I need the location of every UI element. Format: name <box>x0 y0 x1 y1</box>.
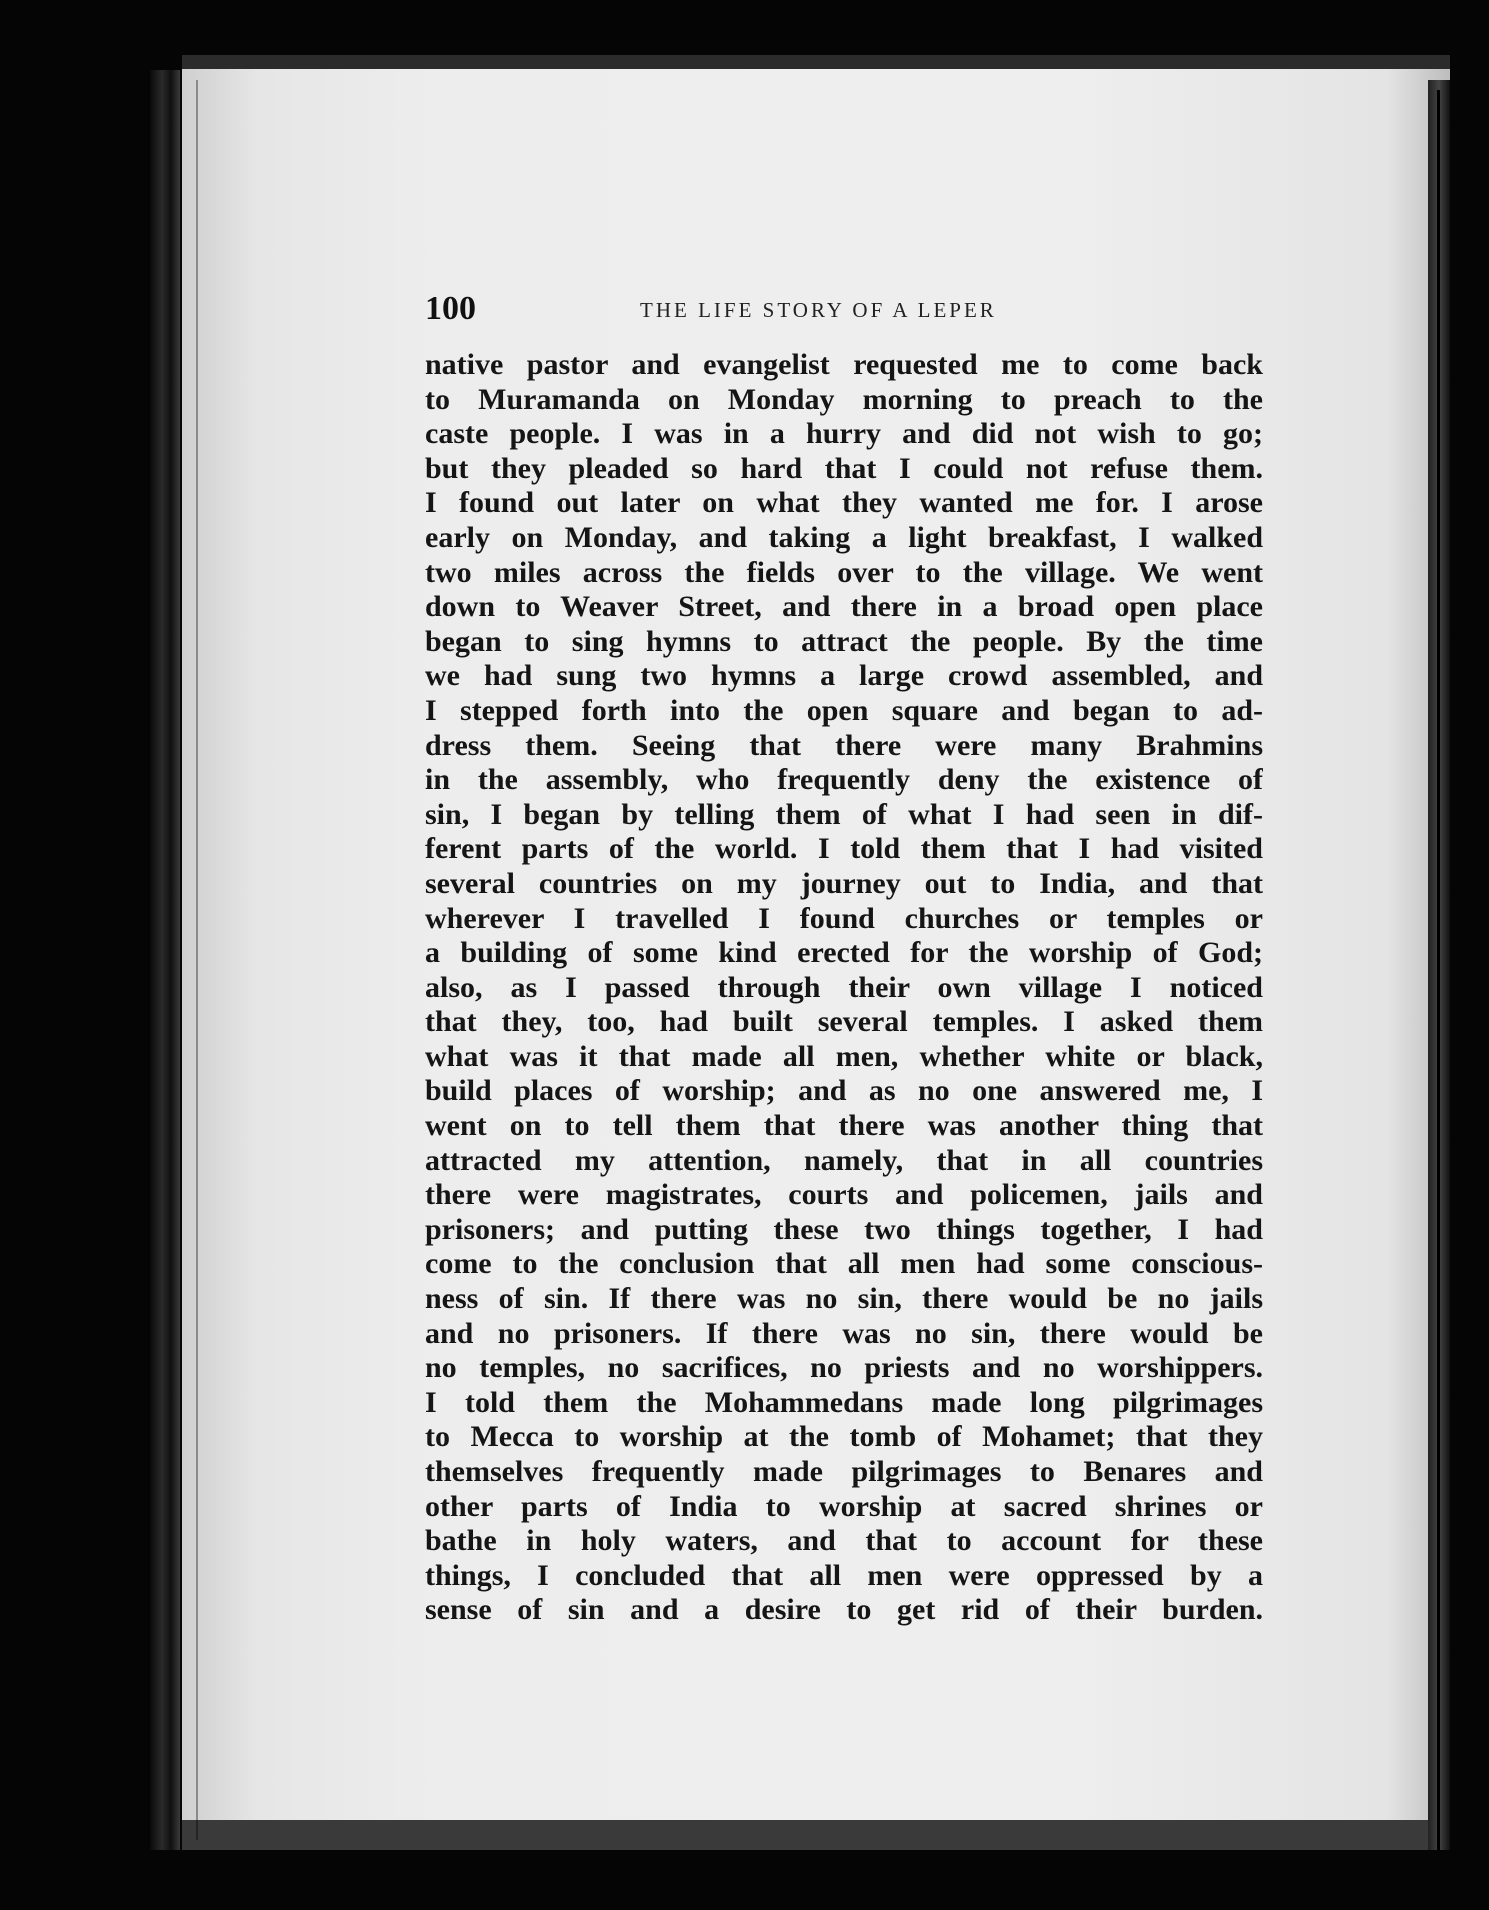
text-line: native pastor and evangelist requested me to come back <box>425 348 1263 381</box>
text-line: I stepped forth into the open square and began to ad- <box>425 693 1263 727</box>
text-line: two miles across the fields over to the village. We went <box>425 555 1263 589</box>
text-line: sin, I began by telling them of what I had seen in dif- <box>425 797 1263 831</box>
text-line: began to sing hymns to attract the people. By the time <box>425 624 1263 658</box>
text-line: to Muramanda on Monday morning to preach to the <box>425 382 1263 416</box>
text-line: build places of worship; and as no one answered me, I <box>425 1074 1263 1108</box>
text-line: several countries on my journey out to India, and that <box>425 866 1263 900</box>
text-line: caste people. I was in a hurry and did not wish to go; <box>425 417 1263 451</box>
text-line: no temples, no sacrifices, no priests and no worshippers. <box>425 1351 1263 1385</box>
text-line: to Mecca to worship at the tomb of Mohamet; that they <box>425 1420 1263 1454</box>
text-line: down to Weaver Street, and there in a broad open place <box>425 590 1263 624</box>
text-line: also, as I passed through their own village I noticed <box>425 970 1263 1004</box>
book-spine <box>150 70 180 1850</box>
text-line: dress them. Seeing that there were many Brahmins <box>425 728 1263 762</box>
text-line: ness of sin. If there was no sin, there would be no jails <box>425 1282 1263 1316</box>
text-line: went on to tell them that there was another thing that <box>425 1109 1263 1143</box>
text-line: prisoners; and putting these two things together, I had <box>425 1212 1263 1246</box>
text-line: I found out later on what they wanted me for. I arose <box>425 486 1263 520</box>
running-head: THE LIFE STORY OF A LEPER <box>640 298 997 322</box>
text-line: things, I concluded that all men were oppressed by a <box>425 1558 1263 1592</box>
page-number: 100 <box>425 290 476 327</box>
page-header <box>425 290 1065 330</box>
text-line: that they, too, had built several temples. I asked them <box>425 1005 1263 1039</box>
text-line: a building of some kind erected for the worship of God; <box>425 936 1263 970</box>
text-line: other parts of India to worship at sacred shrines or <box>425 1489 1263 1523</box>
text-line: attracted my attention, namely, that in all countries <box>425 1143 1263 1177</box>
next-page-edge <box>1437 90 1440 1850</box>
text-line: ferent parts of the world. I told them that I had visited <box>425 832 1263 866</box>
text-line: there were magistrates, courts and policemen, jails and <box>425 1178 1263 1212</box>
text-line: and no prisoners. If there was no sin, there would be <box>425 1316 1263 1350</box>
text-line: what was it that made all men, whether white or black, <box>425 1039 1263 1073</box>
text-line: come to the conclusion that all men had some conscious- <box>425 1247 1263 1281</box>
text-line: I told them the Mohammedans made long pilgrimages <box>425 1385 1263 1419</box>
text-line: but they pleaded so hard that I could not refuse them. <box>425 451 1263 485</box>
page-gutter-shadow <box>196 80 198 1840</box>
text-line: early on Monday, and taking a light breakfast, I walked <box>425 520 1263 554</box>
body-text <box>425 348 1263 1628</box>
text-line: wherever I travelled I found churches or temples or <box>425 901 1263 935</box>
text-line: themselves frequently made pilgrimages to Benares and <box>425 1455 1263 1488</box>
text-line: we had sung two hymns a large crowd assembled, and <box>425 659 1263 693</box>
text-line: bathe in holy waters, and that to account for these <box>425 1524 1263 1558</box>
text-line: sense of sin and a desire to get rid of their burden. <box>425 1593 1263 1627</box>
text-line: in the assembly, who frequently deny the existence of <box>425 763 1263 797</box>
